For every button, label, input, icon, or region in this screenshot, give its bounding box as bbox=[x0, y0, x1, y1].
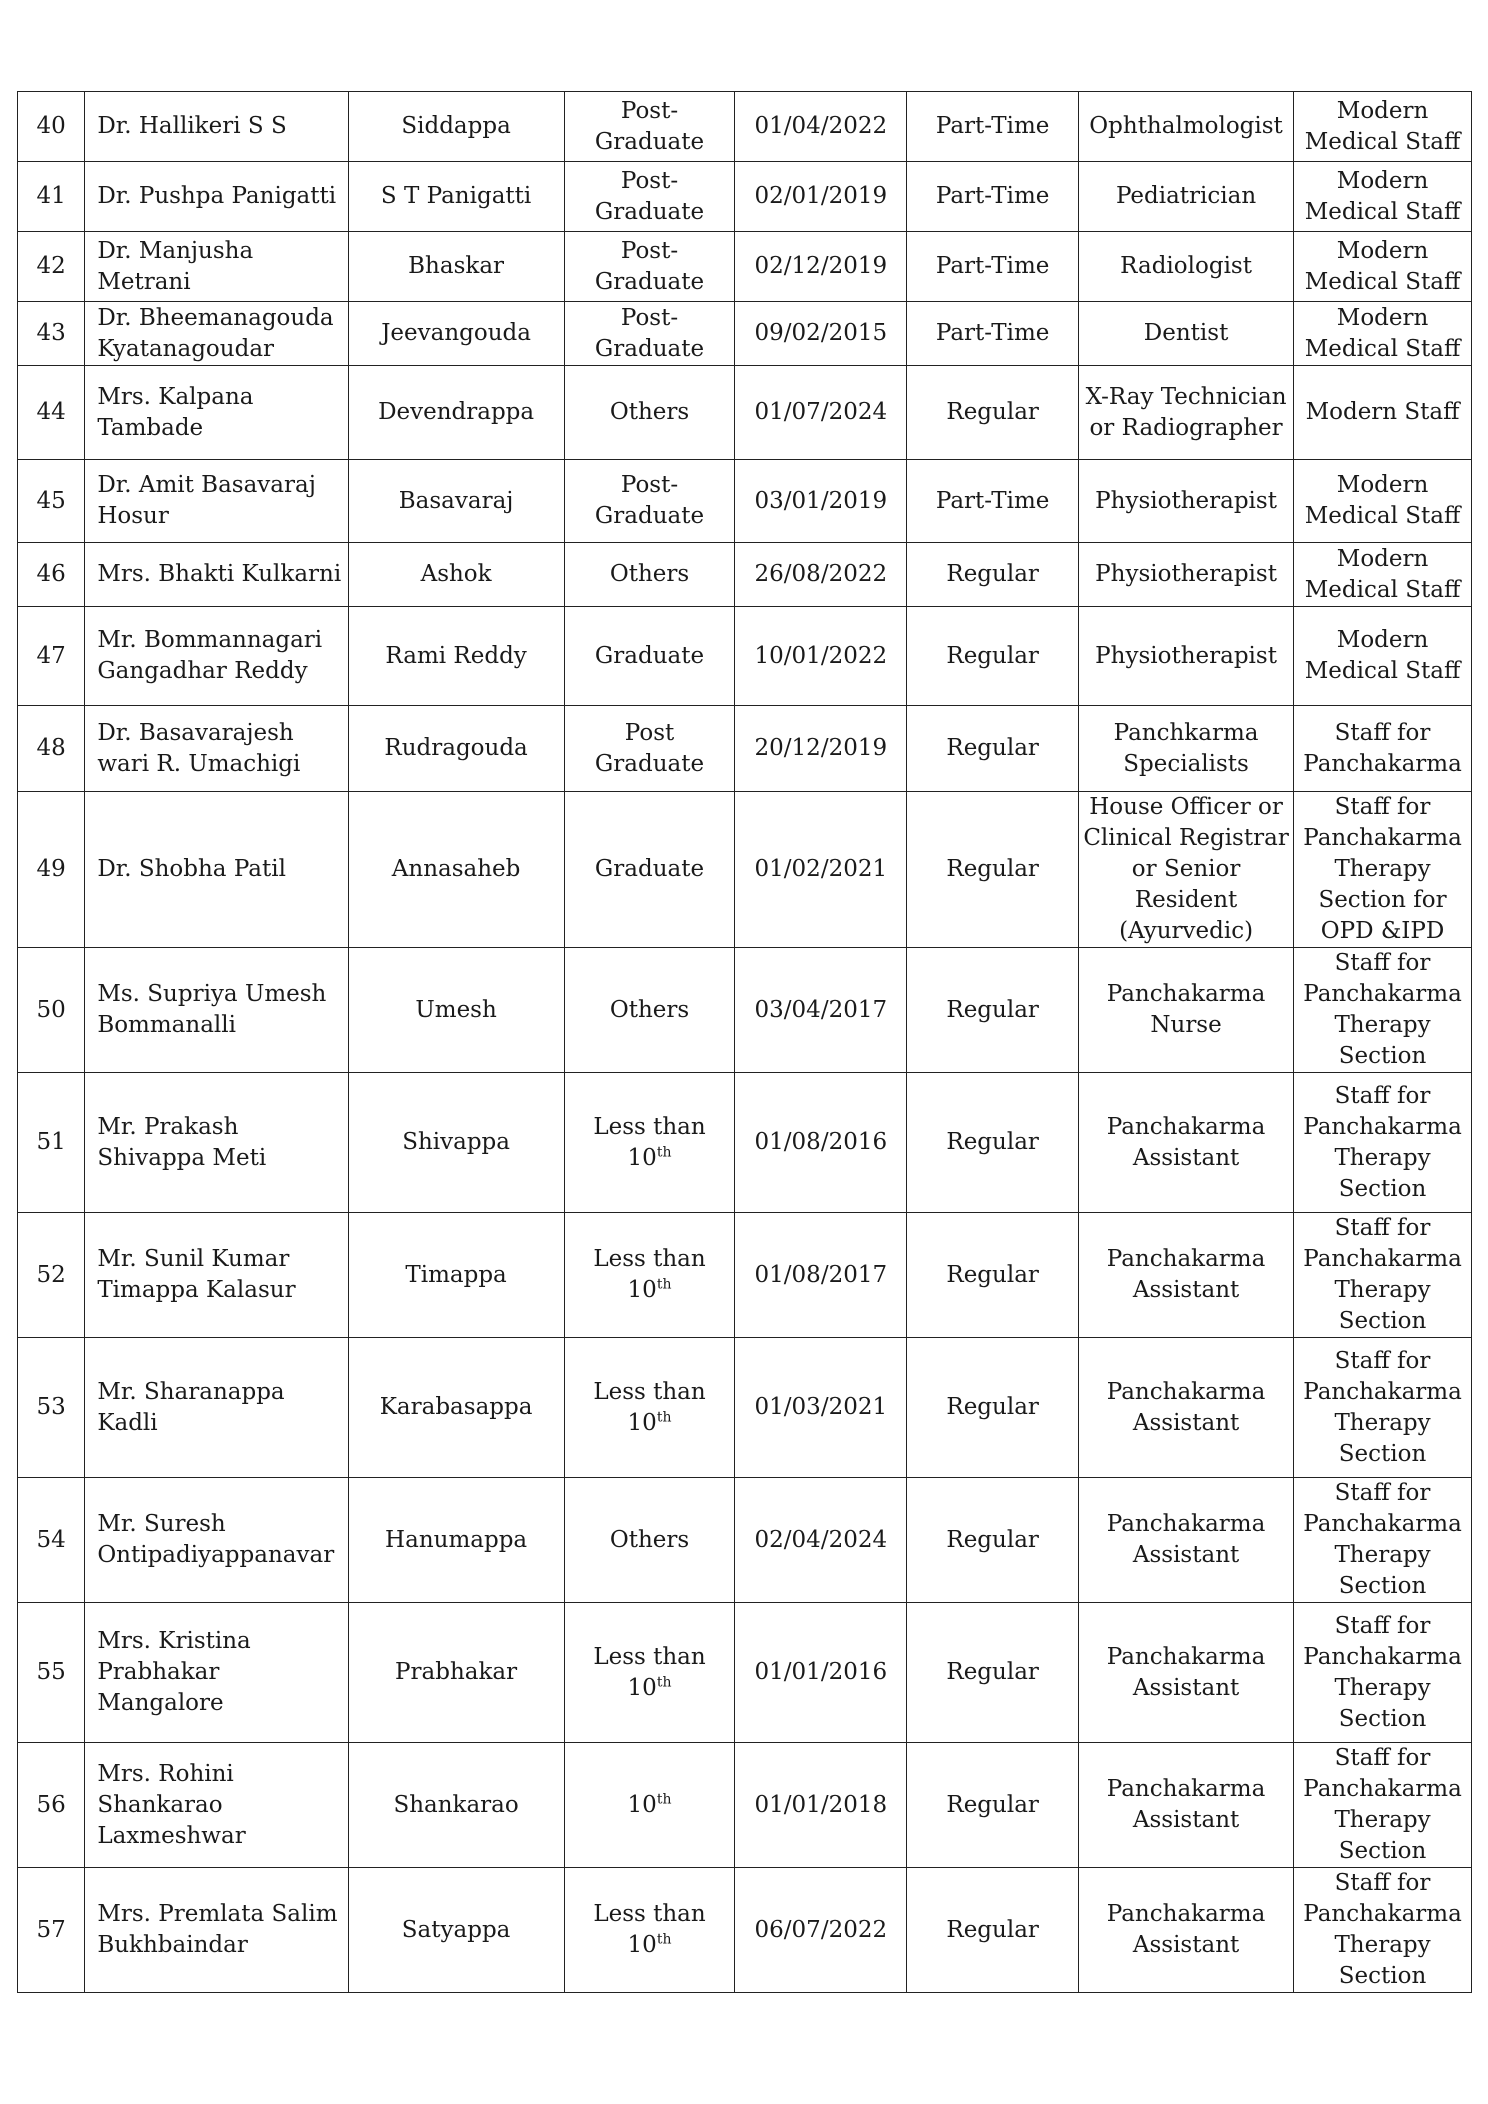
qualification bbox=[564, 1603, 735, 1743]
employment-type: Regular bbox=[907, 1073, 1079, 1213]
staff-name: Dr. Shobha Patil bbox=[85, 792, 348, 948]
staff-name: Ms. Supriya Umesh Bommanalli bbox=[85, 948, 348, 1073]
employment-type: Part-Time bbox=[907, 92, 1079, 162]
table-row bbox=[18, 1743, 1472, 1868]
serial-number: 53 bbox=[18, 1338, 85, 1478]
serial-number: 47 bbox=[18, 607, 85, 706]
serial-number: 44 bbox=[18, 366, 85, 460]
father-name: Rudragouda bbox=[348, 706, 564, 792]
staff-category: Modern Medical Staff bbox=[1294, 232, 1472, 302]
staff-name: Mrs. Premlata Salim Bukhbaindar bbox=[85, 1868, 348, 1993]
designation: Pediatrician bbox=[1079, 162, 1294, 232]
joining-date: 02/12/2019 bbox=[735, 232, 907, 302]
designation: Dentist bbox=[1079, 302, 1294, 366]
joining-date: 20/12/2019 bbox=[735, 706, 907, 792]
employment-type: Regular bbox=[907, 792, 1079, 948]
serial-number: 50 bbox=[18, 948, 85, 1073]
staff-name: Dr. Bheemanagouda Kyatanagoudar bbox=[85, 302, 348, 366]
serial-number: 42 bbox=[18, 232, 85, 302]
joining-date: 01/01/2018 bbox=[735, 1743, 907, 1868]
table-row bbox=[18, 948, 1472, 1073]
qualification-ordinal bbox=[628, 1277, 672, 1303]
table-row bbox=[18, 460, 1472, 543]
staff-category: Modern Medical Staff bbox=[1294, 607, 1472, 706]
employment-type: Regular bbox=[907, 706, 1079, 792]
qualification-ordinal bbox=[628, 1792, 672, 1818]
ordinal-number: 10 bbox=[627, 1674, 657, 1701]
table-row bbox=[18, 607, 1472, 706]
staff-name: Mrs. Bhakti Kulkarni bbox=[85, 543, 348, 607]
employment-type: Regular bbox=[907, 1743, 1079, 1868]
employment-type: Regular bbox=[907, 1213, 1079, 1338]
ordinal-number: 10 bbox=[627, 1932, 657, 1958]
employment-type: Part-Time bbox=[907, 162, 1079, 232]
table-row bbox=[18, 1213, 1472, 1338]
staff-name: Dr. Manjusha Metrani bbox=[85, 232, 348, 302]
qualification bbox=[564, 1868, 735, 1993]
serial-number: 41 bbox=[18, 162, 85, 232]
employment-type: Part-Time bbox=[907, 460, 1079, 543]
staff-category: Staff for Panchakarma Therapy Section bbox=[1294, 1338, 1472, 1478]
qualification: Post-Graduate bbox=[564, 302, 735, 366]
table-row bbox=[18, 232, 1472, 302]
staff-name: Mr. Sharanappa Kadli bbox=[85, 1338, 348, 1478]
designation: Panchakarma Assistant bbox=[1079, 1743, 1294, 1868]
qualification: Others bbox=[564, 948, 735, 1073]
staff-name: Dr. Hallikeri S S bbox=[85, 92, 348, 162]
designation: Physiotherapist bbox=[1079, 543, 1294, 607]
table-row bbox=[18, 92, 1472, 162]
staff-name: Mr. Bommannagari Gangadhar Reddy bbox=[85, 607, 348, 706]
qualification: Post-Graduate bbox=[564, 232, 735, 302]
serial-number: 49 bbox=[18, 792, 85, 948]
designation: House Officer or Clinical Registrar or Senior Resident (Ayurvedic) bbox=[1079, 792, 1294, 948]
staff-name: Mr. Sunil Kumar Timappa Kalasur bbox=[85, 1213, 348, 1338]
joining-date: 10/01/2022 bbox=[735, 607, 907, 706]
table-row bbox=[18, 1603, 1472, 1743]
employment-type: Regular bbox=[907, 366, 1079, 460]
staff-category: Staff for Panchakarma Therapy Section bbox=[1294, 1868, 1472, 1993]
staff-name: Mrs. Kalpana Tambade bbox=[85, 366, 348, 460]
joining-date: 01/02/2021 bbox=[735, 792, 907, 948]
employment-type: Regular bbox=[907, 948, 1079, 1073]
father-name: Ashok bbox=[348, 543, 564, 607]
qualification: Graduate bbox=[564, 607, 735, 706]
serial-number: 57 bbox=[18, 1868, 85, 1993]
ordinal-suffix: th bbox=[656, 1931, 672, 1948]
serial-number: 46 bbox=[18, 543, 85, 607]
qualification: Post-Graduate bbox=[564, 460, 735, 543]
staff-category: Modern Medical Staff bbox=[1294, 162, 1472, 232]
joining-date: 01/08/2016 bbox=[735, 1073, 907, 1213]
staff-name: Mr. Suresh Ontipadiyappanavar bbox=[85, 1478, 348, 1603]
qualification: Others bbox=[564, 366, 735, 460]
qualification-text: Less than bbox=[593, 1113, 706, 1140]
father-name: Shankarao bbox=[348, 1743, 564, 1868]
ordinal-number: 10 bbox=[627, 1144, 657, 1171]
staff-category: Modern Medical Staff bbox=[1294, 460, 1472, 543]
table-row bbox=[18, 543, 1472, 607]
designation: Panchakarma Assistant bbox=[1079, 1603, 1294, 1743]
designation: X-Ray Technician or Radiographer bbox=[1079, 366, 1294, 460]
ordinal-suffix: th bbox=[656, 1143, 672, 1160]
joining-date: 03/04/2017 bbox=[735, 948, 907, 1073]
father-name: Basavaraj bbox=[348, 460, 564, 543]
staff-category: Modern Medical Staff bbox=[1294, 92, 1472, 162]
employment-type: Part-Time bbox=[907, 302, 1079, 366]
staff-name: Dr. Basavarajesh wari R. Umachigi bbox=[85, 706, 348, 792]
table-row bbox=[18, 302, 1472, 366]
designation: Physiotherapist bbox=[1079, 460, 1294, 543]
staff-category: Modern Medical Staff bbox=[1294, 302, 1472, 366]
joining-date: 06/07/2022 bbox=[735, 1868, 907, 1993]
table-row bbox=[18, 1073, 1472, 1213]
staff-name: Dr. Pushpa Panigatti bbox=[85, 162, 348, 232]
qualification-ordinal bbox=[628, 1145, 672, 1171]
serial-number: 55 bbox=[18, 1603, 85, 1743]
joining-date: 02/04/2024 bbox=[735, 1478, 907, 1603]
designation: Radiologist bbox=[1079, 232, 1294, 302]
father-name: Bhaskar bbox=[348, 232, 564, 302]
joining-date: 09/02/2015 bbox=[735, 302, 907, 366]
staff-category: Staff for Panchakarma bbox=[1294, 706, 1472, 792]
staff-table bbox=[17, 91, 1472, 1993]
employment-type: Part-Time bbox=[907, 232, 1079, 302]
staff-category: Staff for Panchakarma Therapy Section bbox=[1294, 1603, 1472, 1743]
father-name: Rami Reddy bbox=[348, 607, 564, 706]
joining-date: 01/04/2022 bbox=[735, 92, 907, 162]
table-row bbox=[18, 1868, 1472, 1993]
joining-date: 03/01/2019 bbox=[735, 460, 907, 543]
staff-name: Mrs. Rohini Shankarao Laxmeshwar bbox=[85, 1743, 348, 1868]
serial-number: 51 bbox=[18, 1073, 85, 1213]
staff-category: Staff for Panchakarma Therapy Section bbox=[1294, 1213, 1472, 1338]
designation: Physiotherapist bbox=[1079, 607, 1294, 706]
designation: Ophthalmologist bbox=[1079, 92, 1294, 162]
ordinal-number: 10 bbox=[627, 1791, 657, 1818]
ordinal-suffix: th bbox=[656, 1673, 672, 1690]
qualification: Graduate bbox=[564, 792, 735, 948]
table-row bbox=[18, 366, 1472, 460]
serial-number: 52 bbox=[18, 1213, 85, 1338]
employment-type: Regular bbox=[907, 1603, 1079, 1743]
ordinal-suffix: th bbox=[656, 1790, 672, 1807]
father-name: Hanumappa bbox=[348, 1478, 564, 1603]
serial-number: 40 bbox=[18, 92, 85, 162]
serial-number: 43 bbox=[18, 302, 85, 366]
designation: Panchakarma Assistant bbox=[1079, 1213, 1294, 1338]
employment-type: Regular bbox=[907, 1868, 1079, 1993]
staff-name: Mr. Prakash Shivappa Meti bbox=[85, 1073, 348, 1213]
qualification-ordinal bbox=[628, 1932, 672, 1958]
employment-type: Regular bbox=[907, 607, 1079, 706]
joining-date: 01/01/2016 bbox=[735, 1603, 907, 1743]
staff-category: Staff for Panchakarma Therapy Section bbox=[1294, 948, 1472, 1073]
ordinal-suffix: th bbox=[656, 1408, 672, 1425]
designation: Panchakarma Nurse bbox=[1079, 948, 1294, 1073]
father-name: Shivappa bbox=[348, 1073, 564, 1213]
qualification: Post-Graduate bbox=[564, 162, 735, 232]
designation: Panchkarma Specialists bbox=[1079, 706, 1294, 792]
qualification bbox=[564, 1213, 735, 1338]
qualification-text: Less than bbox=[593, 1901, 706, 1927]
qualification-text: Less than bbox=[593, 1643, 706, 1670]
staff-category: Staff for Panchakarma Therapy Section bbox=[1294, 1073, 1472, 1213]
qualification bbox=[564, 1743, 735, 1868]
father-name: S T Panigatti bbox=[348, 162, 564, 232]
qualification: Post Graduate bbox=[564, 706, 735, 792]
qualification-text: Less than bbox=[593, 1378, 706, 1405]
table-row bbox=[18, 1338, 1472, 1478]
joining-date: 01/03/2021 bbox=[735, 1338, 907, 1478]
employment-type: Regular bbox=[907, 1478, 1079, 1603]
qualification bbox=[564, 1338, 735, 1478]
joining-date: 02/01/2019 bbox=[735, 162, 907, 232]
father-name: Timappa bbox=[348, 1213, 564, 1338]
father-name: Jeevangouda bbox=[348, 302, 564, 366]
table-row bbox=[18, 1478, 1472, 1603]
qualification-ordinal bbox=[628, 1675, 672, 1701]
joining-date: 01/07/2024 bbox=[735, 366, 907, 460]
serial-number: 56 bbox=[18, 1743, 85, 1868]
designation: Panchakarma Assistant bbox=[1079, 1478, 1294, 1603]
serial-number: 54 bbox=[18, 1478, 85, 1603]
father-name: Satyappa bbox=[348, 1868, 564, 1993]
staff-category: Staff for Panchakarma Therapy Section bbox=[1294, 1743, 1472, 1868]
staff-category: Staff for Panchakarma Therapy Section for OPD &IPD bbox=[1294, 792, 1472, 948]
father-name: Siddappa bbox=[348, 92, 564, 162]
ordinal-number: 10 bbox=[627, 1409, 657, 1436]
employment-type: Regular bbox=[907, 543, 1079, 607]
joining-date: 01/08/2017 bbox=[735, 1213, 907, 1338]
designation: Panchakarma Assistant bbox=[1079, 1338, 1294, 1478]
qualification: Others bbox=[564, 543, 735, 607]
father-name: Annasaheb bbox=[348, 792, 564, 948]
staff-category: Modern Staff bbox=[1294, 366, 1472, 460]
qualification: Post-Graduate bbox=[564, 92, 735, 162]
table-row bbox=[18, 792, 1472, 948]
qualification bbox=[564, 1073, 735, 1213]
designation: Panchakarma Assistant bbox=[1079, 1073, 1294, 1213]
table-row bbox=[18, 162, 1472, 232]
table-row bbox=[18, 706, 1472, 792]
ordinal-suffix: th bbox=[656, 1276, 672, 1293]
staff-name: Mrs. Kristina Prabhakar Mangalore bbox=[85, 1603, 348, 1743]
qualification-text: Less than bbox=[593, 1246, 706, 1272]
qualification-ordinal bbox=[628, 1410, 672, 1436]
ordinal-number: 10 bbox=[627, 1277, 657, 1303]
qualification: Others bbox=[564, 1478, 735, 1603]
father-name: Karabasappa bbox=[348, 1338, 564, 1478]
staff-category: Modern Medical Staff bbox=[1294, 543, 1472, 607]
father-name: Prabhakar bbox=[348, 1603, 564, 1743]
serial-number: 45 bbox=[18, 460, 85, 543]
serial-number: 48 bbox=[18, 706, 85, 792]
staff-category: Staff for Panchakarma Therapy Section bbox=[1294, 1478, 1472, 1603]
father-name: Devendrappa bbox=[348, 366, 564, 460]
father-name: Umesh bbox=[348, 948, 564, 1073]
staff-table-page bbox=[17, 91, 1472, 1993]
employment-type: Regular bbox=[907, 1338, 1079, 1478]
staff-name: Dr. Amit Basavaraj Hosur bbox=[85, 460, 348, 543]
designation: Panchakarma Assistant bbox=[1079, 1868, 1294, 1993]
joining-date: 26/08/2022 bbox=[735, 543, 907, 607]
